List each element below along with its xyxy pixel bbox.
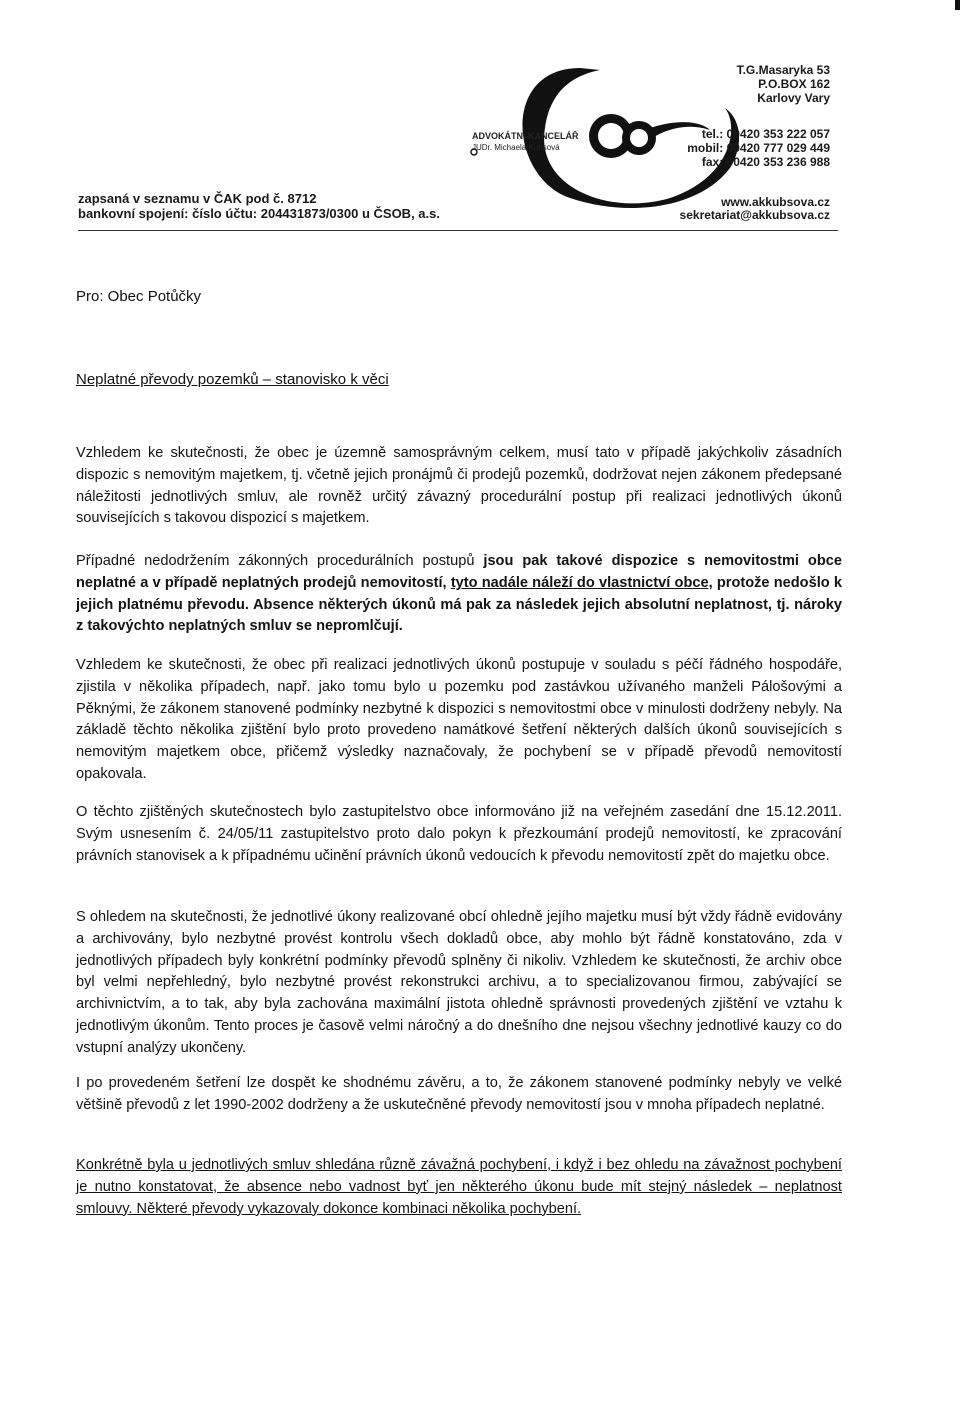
paragraph-2-underlined: tyto nadále náleží do vlastnictví obce,: [450, 574, 713, 591]
address-city: Karlovy Vary: [757, 91, 830, 105]
address-pobox: P.O.BOX 162: [758, 77, 830, 91]
paragraph-7: Konkrétně byla u jednotlivých smluv shledána různě závažná pochybení, i když i bez ohledu na závažnost pochybení je nutno konstatovat, že absence nebo vadnost byť jen některého úkonu bude mít stejný následek – neplatnost smlouvy. Některé převody vykazovaly dokonce kombinaci několika pochybení.: [76, 1157, 842, 1217]
paragraph-5: S ohledem na skutečnosti, že jednotlivé úkony realizované obcí ohledně jejího majetku musí být vždy řádně evidovány a archivovány, bylo nezbytné provést kontrolu všech dokladů obce, aby mohlo být řádně konstatováno, zda v jednotlivých případech byly konkrétní podmínky převodů splněny či nikoliv. Vzhledem ke skutečnosti, že archiv obce byl velmi nepřehledný, bylo nezbytné provést rekonstrukci archivu, a to specializovanou firmou, zabývající se archivnictvím, a to tak, aby byla zachována maximální jistota ohledně správnosti provedených zjištění ve vztahu k jednotlivým úkonům. Tento proces je časově velmi náročný a do dnešního dne nejsou všechny jednotlivé kauzy co do vstupní analýzy ukončeny.: [76, 909, 842, 1056]
subject-heading: Neplatné převody pozemků – stanovisko k věci: [76, 371, 389, 388]
bar-registration: zapsaná v seznamu v ČAK pod č. 8712: [78, 191, 317, 206]
recipient-line: Pro: Obec Potůčky: [76, 288, 202, 305]
paragraph-3: Vzhledem ke skutečnosti, že obec při realizaci jednotlivých úkonů postupuje v souladu s péčí řádného hospodáře, zjistila v několika případech, např. jako tomu bylo u pozemku pod zastávkou užívaného manželi Pálošovými a Pěknými, že zákonem stanovené podmínky nezbytné k dispozici s nemovitostmi obce v minulosti dodrženy nebyly. Na základě těchto několika zjištění bylo proto provedeno namátkové šetření některých dalších úkonů souvisejících s nemovitým majetkem obce, přičemž výsledky naznačovaly, že pochybení se v případě převodů nemovitostí opakovala.: [76, 657, 842, 782]
logo-line-2: JUDr. Michaela Kubsová: [472, 143, 560, 152]
email-link[interactable]: sekretariat@akkubsova.cz: [679, 208, 830, 222]
contact-block: [687, 63, 830, 169]
paragraph-2-bold: jsou pak takové dispozice s nemovitostmi obce neplatné a v případě neplatných prodejů nemovitostí,: [76, 553, 842, 591]
scan-edge-mark: [955, 0, 960, 10]
phone-number: tel.: 00420 353 222 057: [701, 127, 830, 141]
paragraph-2-bold-end: protože nedošlo k jejich platnému převodu. Absence některých úkonů má pak za následek jejich absolutní neplatnost, tj. nároky z takovýchto neplatných smluv se nepromlčují.: [76, 574, 842, 635]
web-block: [680, 196, 830, 222]
paragraph-2-intro: Případné nedodržením zákonných procedurálních postupů: [76, 553, 484, 569]
logo-text: [472, 131, 579, 153]
paragraph-4: O těchto zjištěných skutečnostech bylo zastupitelstvo obce informováno již na veřejném zasedání dne 15.12.2011. Svým usnesením č. 24/05/11 zastupitelstvo proto dalo pokyn k přezkoumání prodejů nemovitostí, ke zpracování právních stanovisek a k případnému učinění právních úkonů vedoucích k převodu nemovitostí zpět do majetku obce.: [76, 804, 842, 864]
paragraph-2: [76, 551, 842, 638]
header-divider: [78, 230, 838, 231]
website-link[interactable]: www.akkubsova.cz: [721, 195, 830, 209]
paragraph-6: I po provedeném šetření lze dospět ke shodnému závěru, a to, že zákonem stanovené podmínky nebyly ve velké většině převodů z let 1990-2002 dodrženy a že uskutečněné převody nemovitostí jsou v mnoha případech neplatné.: [76, 1075, 842, 1113]
registration-block: [78, 191, 440, 221]
bank-details: bankovní spojení: číslo účtu: 204431873/0300 u ČSOB, a.s.: [78, 206, 440, 221]
mobile-number: mobil: 00420 777 029 449: [687, 141, 830, 155]
address-street: T.G.Masaryka 53: [736, 63, 830, 77]
paragraph-1: Vzhledem ke skutečnosti, že obec je územně samosprávným celkem, musí tato v případě jakýchkoliv zásadních dispozic s nemovitým majetkem, tj. včetně jejich pronájmů či prodejů pozemků, dodržovat nejen zákonem předepsané náležitosti jednotlivých smluv, ale rovněž určitý závazný procedurální postup při realizaci jednotlivých úkonů souvisejících s takovou dispozicí s majetkem.: [76, 445, 842, 527]
logo-line-1: ADVOKÁTNÍ KANCELÁŘ: [472, 131, 579, 141]
fax-number: fax: 00420 353 236 988: [701, 155, 830, 169]
